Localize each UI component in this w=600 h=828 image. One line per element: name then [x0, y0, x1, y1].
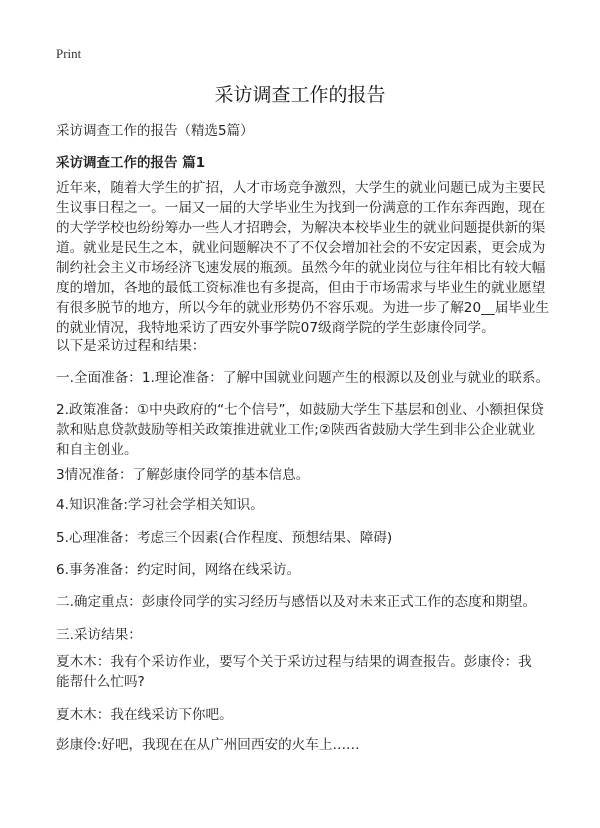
paragraph-line: 夏木木：我在线采访下你吧。	[56, 707, 233, 723]
paragraph-line: 近年来，随着大学生的扩招，人才市场竞争激烈，大学生的就业问题已成为主要民	[56, 180, 546, 196]
document-subtitle: 采访调查工作的报告（精选5篇）	[56, 123, 254, 139]
paragraph-line: 款和贴息贷款鼓励等相关政策推进就业工作;②陕西省鼓励大学生到非公企业就业	[56, 422, 535, 438]
paragraph-line: 和自主创业。	[56, 442, 138, 458]
paragraph-line: 6.事务准备：约定时间，网络在线采访。	[56, 562, 301, 578]
paragraph	[56, 560, 556, 580]
paragraph-line: 4.知识准备:学习社会学相关知识。	[56, 497, 264, 513]
paragraph	[56, 652, 556, 692]
paragraph-line: 2.政策准备：①中央政府的“七个信号”，如鼓励大学生下基层和创业、小额担保贷	[56, 402, 544, 418]
print-link[interactable]: Print	[56, 46, 82, 61]
paragraph-line: 度的增加，各地的最低工资标准也有多提高，但由于市场需求与毕业生的就业愿望	[56, 280, 546, 296]
paragraph-line: 道。就业是民生之本，就业问题解决不了不仅会增加社会的不安定因素，更会成为	[56, 240, 546, 256]
paragraph-line: 二.确定重点：彭康伶同学的实习经历与感悟以及对未来正式工作的态度和期望。	[56, 594, 537, 610]
paragraph	[56, 178, 556, 338]
paragraph-line: 一.全面准备：1.理论准备：了解中国就业问题产生的根源以及创业与就业的联系。	[56, 370, 550, 386]
paragraph-line: 3情况准备：了解彭康伶同学的基本信息。	[56, 467, 310, 483]
paragraph	[56, 368, 556, 388]
paragraph-line: 有很多脱节的地方，所以今年的就业形势仍不容乐观。为进一步了解20__届毕业生	[56, 300, 550, 316]
paragraph	[56, 735, 556, 755]
paragraph-line: 生议事日程之一。一届又一届的大学毕业生为找到一份满意的工作东奔西跑，现在	[56, 200, 546, 216]
paragraph	[56, 528, 556, 548]
paragraph-line: 5.心理准备：考虑三个因素(合作程度、预想结果、障碍)	[56, 530, 393, 546]
paragraph-line: 彭康伶:好吧，我现在在从广州回西安的火车上……	[56, 737, 360, 753]
paragraph-line: 三.采访结果：	[56, 627, 142, 643]
paragraph	[56, 705, 556, 725]
section-heading: 采访调查工作的报告 篇1	[56, 155, 206, 171]
paragraph	[56, 495, 556, 515]
page-title: 采访调查工作的报告	[214, 84, 386, 106]
paragraph-line: 以下是采访过程和结果：	[56, 338, 206, 354]
paragraph-line: 的就业情况，我特地采访了西安外事学院07级商学院的学生彭康伶同学。	[56, 320, 495, 336]
paragraph-line: 能帮什么忙吗?	[56, 674, 145, 690]
paragraph-line: 夏木木：我有个采访作业，要写个关于采访过程与结果的调查报告。彭康伶：我	[56, 654, 532, 670]
paragraph	[56, 400, 556, 460]
paragraph	[56, 465, 556, 485]
paragraph	[56, 336, 556, 356]
paragraph-line: 制约社会主义市场经济飞速发展的瓶颈。虽然今年的就业岗位与往年相比有较大幅	[56, 260, 546, 276]
paragraph	[56, 592, 556, 612]
paragraph	[56, 625, 556, 645]
paragraph-line: 的大学学校也纷纷筹办一些人才招聘会，为解决本校毕业生的就业问题提供新的渠	[56, 220, 546, 236]
